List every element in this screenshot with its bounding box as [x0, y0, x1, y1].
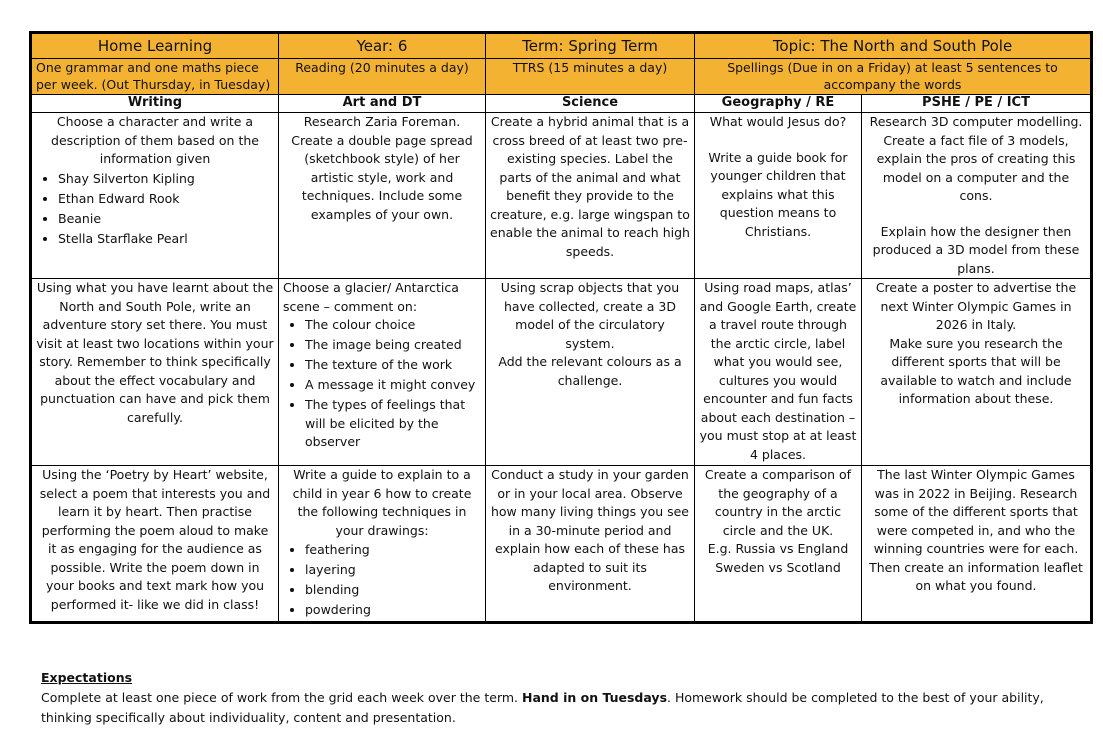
pshe-task-2-text-a: Create a poster to advertise the next Winter Olympic Games in 2026 in Italy. — [875, 280, 1077, 332]
geography-task-3 — [695, 466, 862, 623]
task-row-2 — [31, 279, 1092, 466]
art-comment-list — [283, 316, 481, 452]
writing-task-1 — [31, 113, 279, 279]
science-task-1: Create a hybrid animal that is a cross breed of at least two pre-existing species. Label the parts of the animal and what benefit they provide to the creature, e.g. large wingspan to enable the animal to reach high speeds. — [486, 113, 695, 279]
pshe-task-1 — [862, 113, 1092, 279]
art-task-3 — [279, 466, 486, 623]
pshe-task-2 — [862, 279, 1092, 466]
geography-task-1-text: Write a guide book for younger children that explains what this question means to Christians. — [708, 149, 848, 239]
list-item: • powdering — [305, 600, 481, 620]
science-task-2-text-a: Using scrap objects that you have collected, create a 3D model of the circulatory system. — [500, 280, 680, 351]
art-task-1: Research Zaria Foreman. Create a double page spread (sketchbook style) of her artistic style, work and techniques. Include some examples of your own. — [279, 113, 486, 279]
grammar-maths-task: One grammar and one maths piece per week. (Out Thursday, in Tuesday) — [31, 59, 279, 95]
header-row — [31, 33, 1092, 59]
reading-task: Reading (20 minutes a day) — [279, 59, 486, 95]
column-headings-row — [31, 95, 1092, 113]
home-learning-title: Home Learning — [31, 33, 279, 59]
pshe-task-2-text-b: Make sure you research the different sports that will be available to watch and include information about these. — [880, 335, 1072, 406]
home-learning-grid — [29, 31, 1093, 624]
topic-label: Topic: The North and South Pole — [695, 33, 1092, 59]
list-item: • Ethan Edward Rook — [58, 189, 274, 209]
list-item: • feathering — [305, 540, 481, 560]
character-list — [36, 169, 274, 249]
expectations-text — [41, 688, 1081, 728]
expectations-title: Expectations — [41, 670, 133, 685]
expectations-text-a: Complete at least one piece of work from the grid each week over the term. — [41, 690, 522, 705]
list-item: • Stella Starflake Pearl — [58, 229, 274, 249]
science-task-3: Conduct a study in your garden or in your local area. Observe how many living things you see in a 30-minute period and explain how each of these has adapted to suit its environment. — [486, 466, 695, 623]
expectations-section — [41, 668, 1081, 728]
science-task-2 — [486, 279, 695, 466]
ttrs-task: TTRS (15 minutes a day) — [486, 59, 695, 95]
list-item: • A message it might convey — [305, 376, 481, 395]
geography-task-3-text-b: E.g. Russia vs England — [707, 541, 849, 556]
list-item: • The image being created — [305, 336, 481, 355]
list-item: • layering — [305, 560, 481, 580]
science-task-2-text-b: Add the relevant colours as a challenge. — [498, 354, 682, 388]
list-item: • blending — [305, 580, 481, 600]
col-art-dt: Art and DT — [279, 95, 486, 113]
col-geography-re: Geography / RE — [695, 95, 862, 113]
geography-task-3-text-c: Sweden vs Scotland — [715, 559, 841, 575]
pshe-task-3: The last Winter Olympic Games was in 2022 in Beijing. Research some of the different sports that were competed in, and who the winning countries were for each. Then create an information leaflet on what you found. — [862, 466, 1092, 623]
writing-task-2: Using what you have learnt about the North and South Pole, write an adventure story set there. You must visit at least two locations within your story. Remember to think specifically about the effect vocabulary and punctuation can have and pick them carefully. — [31, 279, 279, 466]
geography-task-1-question: What would Jesus do? — [709, 114, 847, 129]
expectations-hand-in: Hand in on Tuesdays — [521, 690, 668, 705]
geography-task-2: Using road maps, atlas’ and Google Earth, create a travel route through the arctic circle, label what you would see, cultures you would encounter and fun facts about each destination – you must stop at at least 4 places. — [695, 279, 862, 466]
col-writing: Writing — [31, 95, 279, 113]
pshe-task-1-text-a: Research 3D computer modelling. Create a fact file of 3 models, explain the pros of creating this model on a computer and the cons. — [869, 114, 1083, 203]
list-item: • The texture of the work — [305, 356, 481, 375]
col-science: Science — [486, 95, 695, 113]
list-item: • Beanie — [58, 209, 274, 229]
spellings-task: Spellings (Due in on a Friday) at least 5 sentences to accompany the words — [695, 59, 1092, 95]
technique-list — [283, 540, 481, 620]
list-item: • The types of feelings that will be elicited by the observer — [305, 396, 481, 452]
writing-task-3: Using the ‘Poetry by Heart’ website, select a poem that interests you and learn it by heart. Then practise performing the poem aloud to make it as engaging for the audience as possible. Write the poem down in your books and text mark how you performed it- like we did in class! — [31, 466, 279, 623]
task-row-3 — [31, 466, 1092, 623]
art-task-3-intro: Write a guide to explain to a child in year 6 how to create the following techniques in your drawings: — [292, 467, 472, 538]
geography-task-3-text-a: Create a comparison of the geography of a country in the arctic circle and the UK. — [704, 467, 852, 538]
geography-task-1 — [695, 113, 862, 279]
expectations-text-b: . Homework should be completed to the best of your ability, thinking specifically about individuality, content and presentation. — [41, 690, 1044, 725]
list-item: • Shay Silverton Kipling — [58, 169, 274, 189]
term-label: Term: Spring Term — [486, 33, 695, 59]
list-item: • The colour choice — [305, 316, 481, 335]
art-task-2-intro: Choose a glacier/ Antarctica scene – comment on: — [283, 280, 459, 314]
year-label: Year: 6 — [279, 33, 486, 59]
pshe-task-1-text-b: Explain how the designer then produced a 3D model from these plans. — [872, 223, 1080, 276]
art-task-2 — [279, 279, 486, 466]
subheader-row — [31, 59, 1092, 95]
col-pshe-pe-ict: PSHE / PE / ICT — [862, 95, 1092, 113]
task-row-1 — [31, 113, 1092, 279]
writing-task-1-intro: Choose a character and write a description of them based on the information given — [51, 114, 259, 166]
